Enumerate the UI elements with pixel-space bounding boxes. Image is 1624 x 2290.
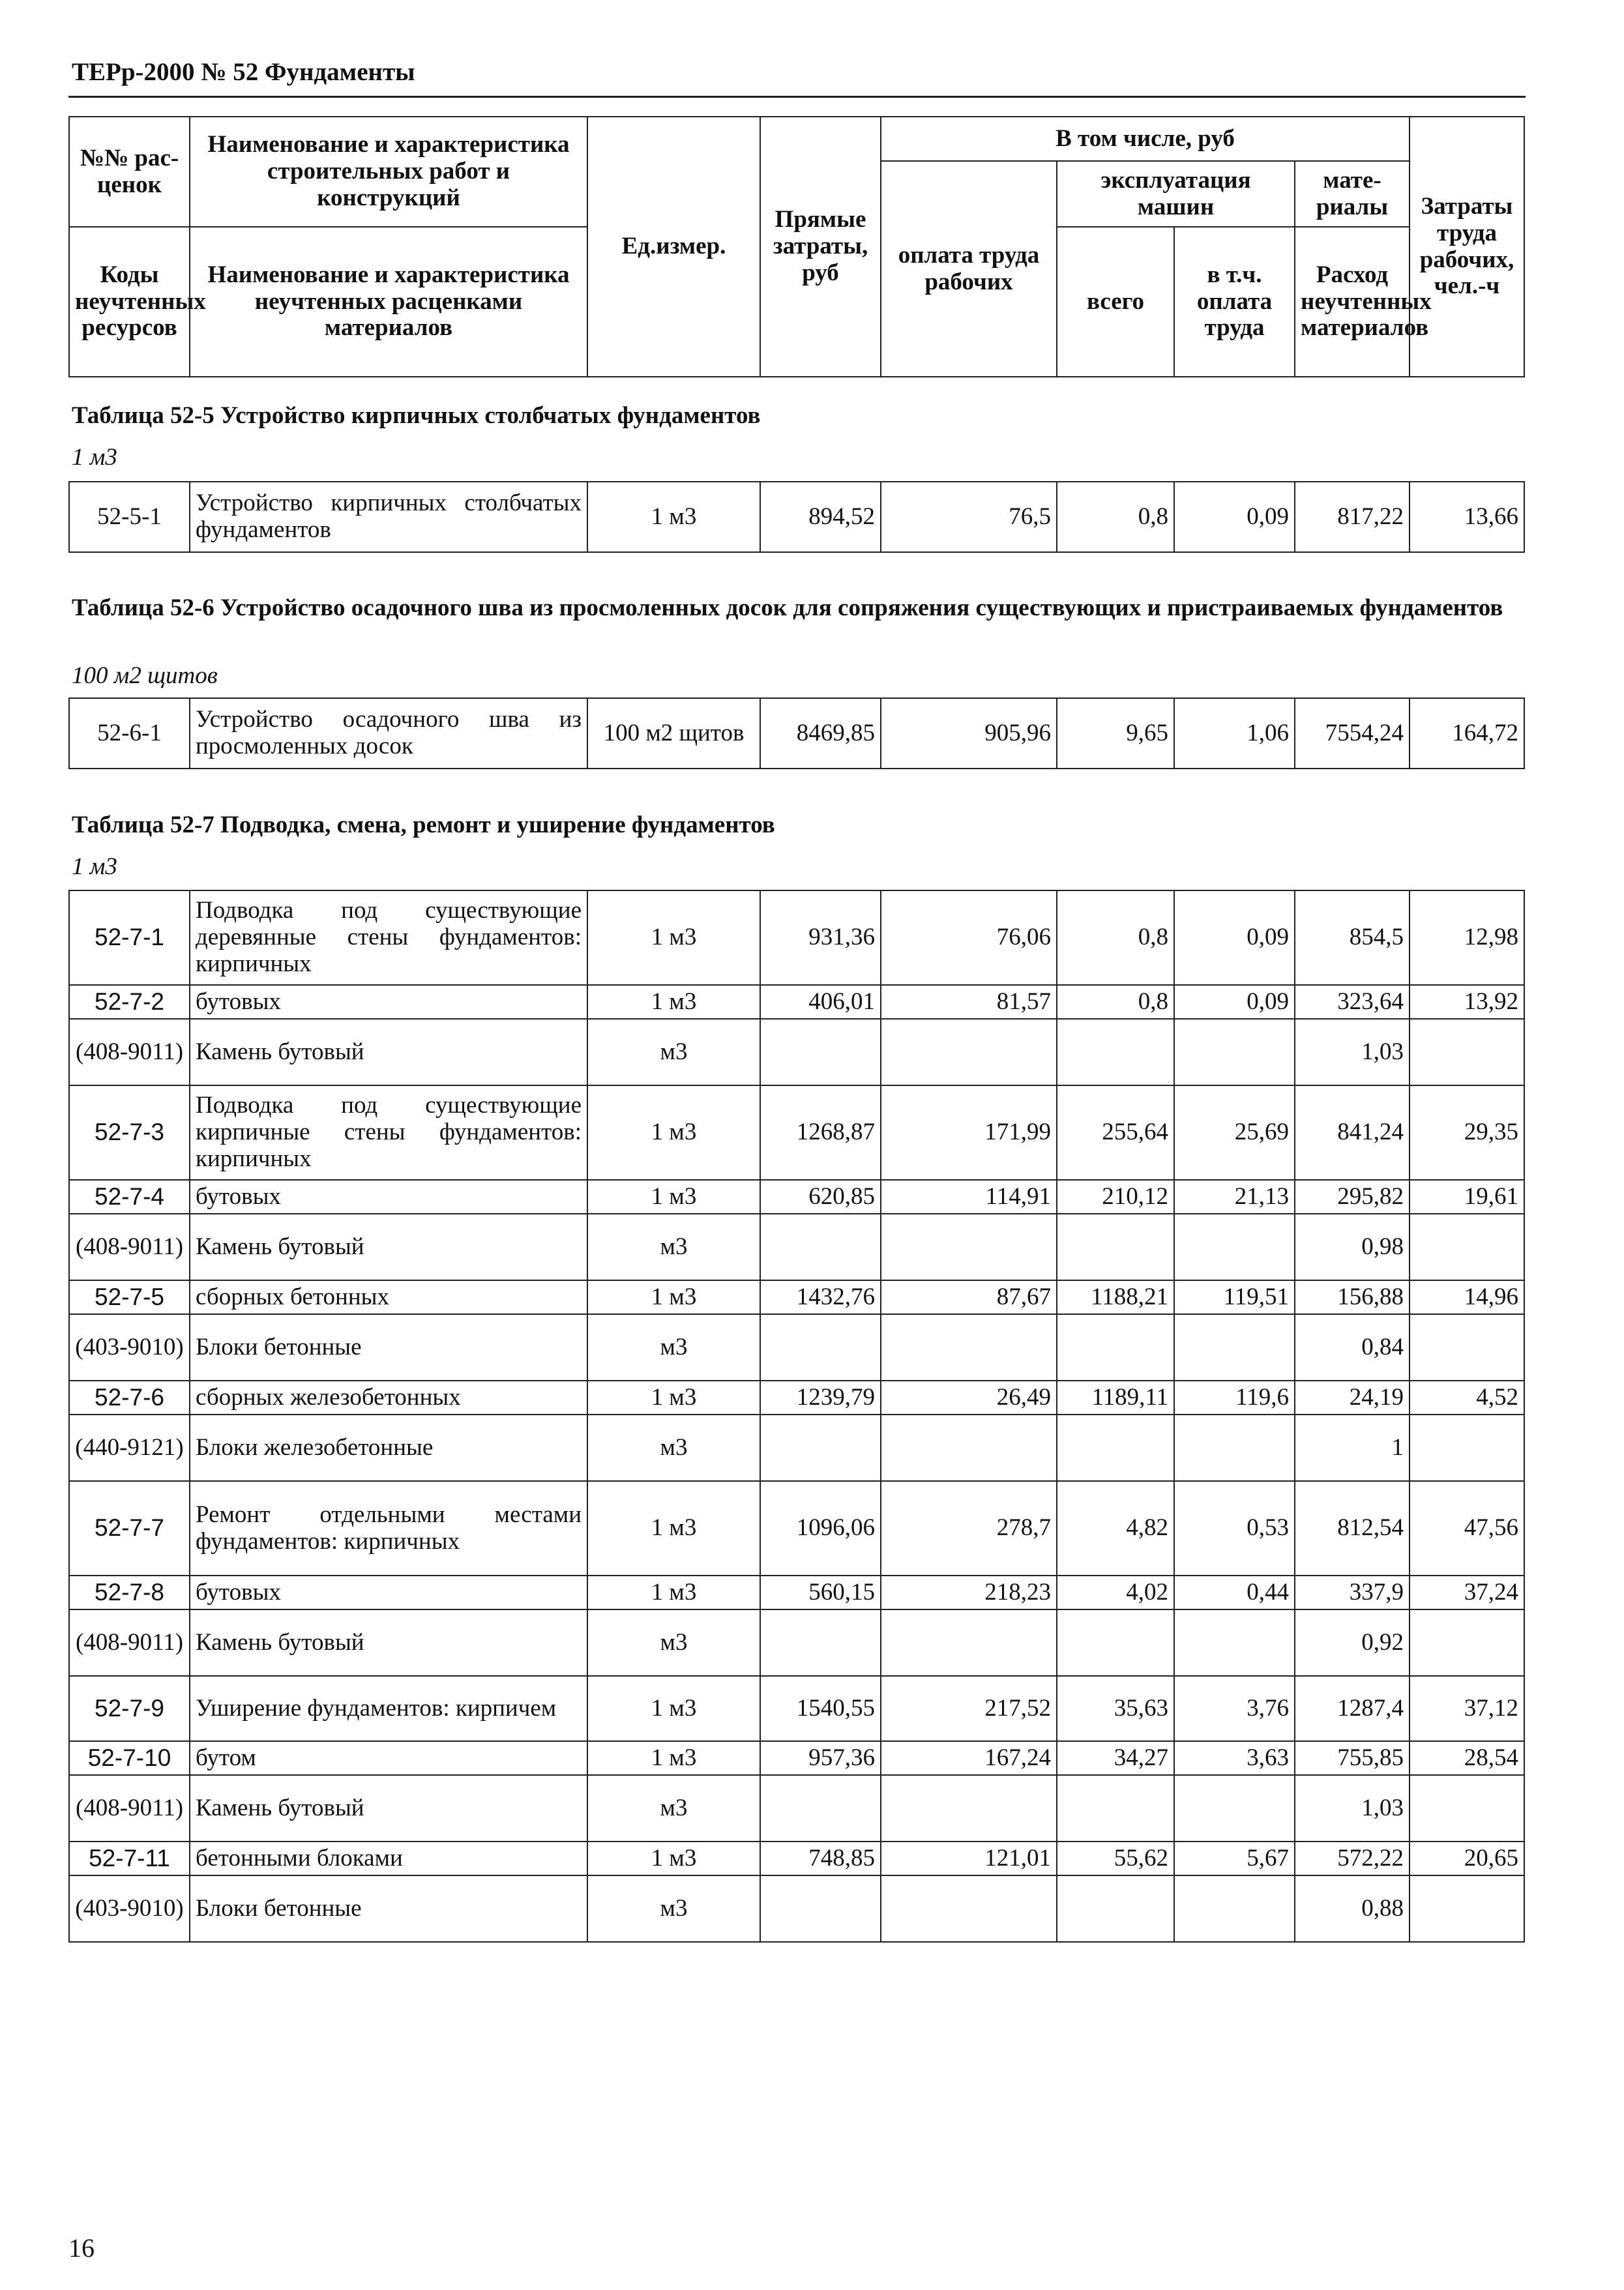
wages: 114,91 bbox=[881, 1180, 1057, 1214]
labor: 13,92 bbox=[1410, 985, 1524, 1019]
rate-code: 52-7-6 bbox=[69, 1381, 190, 1415]
work-name: бутом bbox=[190, 1741, 587, 1775]
table-unit: 1 м3 bbox=[72, 444, 117, 471]
machinery-wages: 0,09 bbox=[1174, 985, 1295, 1019]
table-row bbox=[69, 1576, 1524, 1609]
resource-name: Камень бутовый bbox=[190, 1019, 587, 1085]
materials: 7554,24 bbox=[1295, 698, 1410, 769]
machinery-total: 35,63 bbox=[1057, 1676, 1174, 1741]
materials: 841,24 bbox=[1295, 1085, 1410, 1180]
resource-quantity: 0,88 bbox=[1295, 1875, 1410, 1942]
rate-code: 52-7-5 bbox=[69, 1280, 190, 1314]
empty-cell bbox=[1410, 1214, 1524, 1280]
machinery-wages: 0,09 bbox=[1174, 482, 1295, 552]
empty-cell bbox=[1057, 1875, 1174, 1942]
empty-cell bbox=[1410, 1775, 1524, 1842]
resource-unit: м3 bbox=[587, 1019, 760, 1085]
resource-code: (408-9011) bbox=[69, 1775, 190, 1842]
direct-cost: 1096,06 bbox=[760, 1481, 881, 1576]
labor: 19,61 bbox=[1410, 1180, 1524, 1214]
unit-cell: 100 м2 щитов bbox=[587, 698, 760, 769]
header-work-name: Наименование и характеристика строительных работ и конструкций bbox=[190, 117, 587, 227]
resource-quantity: 1 bbox=[1295, 1415, 1410, 1481]
data-table bbox=[68, 697, 1525, 769]
empty-cell bbox=[881, 1415, 1057, 1481]
direct-cost: 1239,79 bbox=[760, 1381, 881, 1415]
labor: 4,52 bbox=[1410, 1381, 1524, 1415]
rate-code: 52-7-2 bbox=[69, 985, 190, 1019]
page-title: ТЕРр-2000 № 52 Фундаменты bbox=[72, 58, 415, 86]
resource-unit: м3 bbox=[587, 1415, 760, 1481]
header-machinery-total: всего bbox=[1057, 227, 1174, 377]
resource-code: (408-9011) bbox=[69, 1019, 190, 1085]
resource-code: (408-9011) bbox=[69, 1609, 190, 1676]
resource-code: (408-9011) bbox=[69, 1214, 190, 1280]
machinery-total: 210,12 bbox=[1057, 1180, 1174, 1214]
table-title: Таблица 52-7 Подводка, смена, ремонт и уширение фундаментов bbox=[72, 812, 775, 838]
materials: 24,19 bbox=[1295, 1381, 1410, 1415]
resource-row bbox=[69, 1214, 1524, 1280]
table-unit: 1 м3 bbox=[72, 853, 117, 880]
machinery-total: 34,27 bbox=[1057, 1741, 1174, 1775]
table-row bbox=[69, 698, 1524, 769]
machinery-wages: 0,44 bbox=[1174, 1576, 1295, 1609]
empty-cell bbox=[1057, 1415, 1174, 1481]
wages: 217,52 bbox=[881, 1676, 1057, 1741]
empty-cell bbox=[1057, 1609, 1174, 1676]
resource-row bbox=[69, 1019, 1524, 1085]
work-name: Подводка под существующие кирпичные стены фундаментов: кирпичных bbox=[190, 1085, 587, 1180]
labor: 37,24 bbox=[1410, 1576, 1524, 1609]
table-row bbox=[69, 1280, 1524, 1314]
wages: 26,49 bbox=[881, 1381, 1057, 1415]
work-name: Уширение фундаментов: кирпичем bbox=[190, 1676, 587, 1741]
empty-cell bbox=[1174, 1609, 1295, 1676]
unit-cell: 1 м3 bbox=[587, 1676, 760, 1741]
labor: 164,72 bbox=[1410, 698, 1524, 769]
materials: 812,54 bbox=[1295, 1481, 1410, 1576]
empty-cell bbox=[760, 1609, 881, 1676]
machinery-total: 4,82 bbox=[1057, 1481, 1174, 1576]
wages: 278,7 bbox=[881, 1481, 1057, 1576]
empty-cell bbox=[760, 1214, 881, 1280]
resource-name: Камень бутовый bbox=[190, 1775, 587, 1842]
machinery-wages: 1,06 bbox=[1174, 698, 1295, 769]
wages: 218,23 bbox=[881, 1576, 1057, 1609]
wages: 87,67 bbox=[881, 1280, 1057, 1314]
unit-cell: 1 м3 bbox=[587, 482, 760, 552]
materials: 755,85 bbox=[1295, 1741, 1410, 1775]
unit-cell: 1 м3 bbox=[587, 1576, 760, 1609]
direct-cost: 1268,87 bbox=[760, 1085, 881, 1180]
resource-unit: м3 bbox=[587, 1214, 760, 1280]
empty-cell bbox=[881, 1875, 1057, 1942]
resource-row bbox=[69, 1609, 1524, 1676]
materials: 854,5 bbox=[1295, 890, 1410, 985]
direct-cost: 894,52 bbox=[760, 482, 881, 552]
table-row bbox=[69, 1085, 1524, 1180]
empty-cell bbox=[1410, 1609, 1524, 1676]
resource-name: Блоки бетонные bbox=[190, 1314, 587, 1381]
resource-row bbox=[69, 1314, 1524, 1381]
table-row bbox=[69, 1381, 1524, 1415]
unit-cell: 1 м3 bbox=[587, 1381, 760, 1415]
header-labor: Затраты труда рабочих, чел.-ч bbox=[1410, 117, 1524, 377]
table-row bbox=[69, 1180, 1524, 1214]
wages: 76,5 bbox=[881, 482, 1057, 552]
table-row bbox=[69, 1741, 1524, 1775]
empty-cell bbox=[760, 1019, 881, 1085]
unit-cell: 1 м3 bbox=[587, 1085, 760, 1180]
materials: 337,9 bbox=[1295, 1576, 1410, 1609]
direct-cost: 748,85 bbox=[760, 1842, 881, 1875]
machinery-total: 4,02 bbox=[1057, 1576, 1174, 1609]
materials: 295,82 bbox=[1295, 1180, 1410, 1214]
labor: 47,56 bbox=[1410, 1481, 1524, 1576]
machinery-total: 1188,21 bbox=[1057, 1280, 1174, 1314]
direct-cost: 560,15 bbox=[760, 1576, 881, 1609]
machinery-wages: 21,13 bbox=[1174, 1180, 1295, 1214]
materials: 323,64 bbox=[1295, 985, 1410, 1019]
header-rate-no: №№ рас-ценок bbox=[69, 117, 190, 227]
empty-cell bbox=[760, 1875, 881, 1942]
rate-code: 52-7-9 bbox=[69, 1676, 190, 1741]
work-name: Устройство кирпичных столбчатых фундаментов bbox=[190, 482, 587, 552]
machinery-wages: 3,63 bbox=[1174, 1741, 1295, 1775]
machinery-wages: 119,6 bbox=[1174, 1381, 1295, 1415]
resource-quantity: 0,84 bbox=[1295, 1314, 1410, 1381]
page-number: 16 bbox=[68, 2233, 95, 2263]
empty-cell bbox=[1174, 1875, 1295, 1942]
table-row bbox=[69, 1842, 1524, 1875]
empty-cell bbox=[1410, 1314, 1524, 1381]
header-machinery: эксплуатация машин bbox=[1057, 161, 1295, 227]
work-name: Устройство осадочного шва из просмоленных досок bbox=[190, 698, 587, 769]
empty-cell bbox=[1410, 1019, 1524, 1085]
rate-code: 52-7-7 bbox=[69, 1481, 190, 1576]
header-codes: Коды неучтенных ресурсов bbox=[69, 227, 190, 377]
table-row bbox=[69, 1481, 1524, 1576]
empty-cell bbox=[1057, 1019, 1174, 1085]
empty-cell bbox=[1174, 1415, 1295, 1481]
machinery-total: 0,8 bbox=[1057, 890, 1174, 985]
machinery-wages: 25,69 bbox=[1174, 1085, 1295, 1180]
empty-cell bbox=[1057, 1775, 1174, 1842]
table-title: Таблица 52-5 Устройство кирпичных столбчатых фундаментов bbox=[72, 402, 761, 429]
header-unit: Ед.измер. bbox=[587, 117, 760, 377]
rate-code: 52-5-1 bbox=[69, 482, 190, 552]
labor: 28,54 bbox=[1410, 1741, 1524, 1775]
empty-cell bbox=[881, 1214, 1057, 1280]
direct-cost: 620,85 bbox=[760, 1180, 881, 1214]
resource-quantity: 1,03 bbox=[1295, 1019, 1410, 1085]
direct-cost: 8469,85 bbox=[760, 698, 881, 769]
machinery-wages: 0,53 bbox=[1174, 1481, 1295, 1576]
direct-cost: 957,36 bbox=[760, 1741, 881, 1775]
empty-cell bbox=[881, 1019, 1057, 1085]
header-machinery-wages: в т.ч. оплата труда bbox=[1174, 227, 1295, 377]
empty-cell bbox=[1057, 1314, 1174, 1381]
empty-cell bbox=[881, 1775, 1057, 1842]
data-table bbox=[68, 481, 1525, 553]
direct-cost: 406,01 bbox=[760, 985, 881, 1019]
wages: 905,96 bbox=[881, 698, 1057, 769]
resource-quantity: 0,98 bbox=[1295, 1214, 1410, 1280]
column-header-table bbox=[68, 116, 1525, 377]
table-unit: 100 м2 щитов bbox=[72, 662, 218, 689]
labor: 37,12 bbox=[1410, 1676, 1524, 1741]
header-wages: оплата труда рабочих bbox=[881, 161, 1057, 377]
empty-cell bbox=[1057, 1214, 1174, 1280]
empty-cell bbox=[881, 1314, 1057, 1381]
empty-cell bbox=[760, 1415, 881, 1481]
materials: 817,22 bbox=[1295, 482, 1410, 552]
table-row bbox=[69, 890, 1524, 985]
machinery-total: 255,64 bbox=[1057, 1085, 1174, 1180]
labor: 20,65 bbox=[1410, 1842, 1524, 1875]
materials: 572,22 bbox=[1295, 1842, 1410, 1875]
resource-name: Блоки бетонные bbox=[190, 1875, 587, 1942]
header-including: В том числе, руб bbox=[881, 117, 1410, 161]
unit-cell: 1 м3 bbox=[587, 1842, 760, 1875]
empty-cell bbox=[1174, 1314, 1295, 1381]
wages: 171,99 bbox=[881, 1085, 1057, 1180]
wages: 81,57 bbox=[881, 985, 1057, 1019]
resource-name: Блоки железобетонные bbox=[190, 1415, 587, 1481]
rate-code: 52-7-10 bbox=[69, 1741, 190, 1775]
resource-code: (403-9010) bbox=[69, 1314, 190, 1381]
unit-cell: 1 м3 bbox=[587, 1741, 760, 1775]
labor: 13,66 bbox=[1410, 482, 1524, 552]
work-name: сборных бетонных bbox=[190, 1280, 587, 1314]
work-name: бетонными блоками bbox=[190, 1842, 587, 1875]
empty-cell bbox=[1174, 1775, 1295, 1842]
empty-cell bbox=[1410, 1875, 1524, 1942]
wages: 76,06 bbox=[881, 890, 1057, 985]
labor: 14,96 bbox=[1410, 1280, 1524, 1314]
header-material-usage: Расход неучтенных материалов bbox=[1295, 227, 1410, 377]
resource-unit: м3 bbox=[587, 1875, 760, 1942]
wages: 167,24 bbox=[881, 1741, 1057, 1775]
rate-code: 52-6-1 bbox=[69, 698, 190, 769]
machinery-total: 1189,11 bbox=[1057, 1381, 1174, 1415]
machinery-wages: 3,76 bbox=[1174, 1676, 1295, 1741]
unit-cell: 1 м3 bbox=[587, 1180, 760, 1214]
resource-row bbox=[69, 1775, 1524, 1842]
header-direct-costs: Прямые затраты, руб bbox=[760, 117, 881, 377]
resource-unit: м3 bbox=[587, 1314, 760, 1381]
table-row bbox=[69, 1676, 1524, 1741]
resource-quantity: 0,92 bbox=[1295, 1609, 1410, 1676]
machinery-wages: 119,51 bbox=[1174, 1280, 1295, 1314]
labor: 12,98 bbox=[1410, 890, 1524, 985]
work-name: Подводка под существующие деревянные стены фундаментов: кирпичных bbox=[190, 890, 587, 985]
direct-cost: 931,36 bbox=[760, 890, 881, 985]
empty-cell bbox=[881, 1609, 1057, 1676]
resource-name: Камень бутовый bbox=[190, 1609, 587, 1676]
machinery-total: 9,65 bbox=[1057, 698, 1174, 769]
resource-unit: м3 bbox=[587, 1609, 760, 1676]
resource-row bbox=[69, 1875, 1524, 1942]
unit-cell: 1 м3 bbox=[587, 890, 760, 985]
work-name: бутовых bbox=[190, 1576, 587, 1609]
machinery-total: 0,8 bbox=[1057, 482, 1174, 552]
empty-cell bbox=[760, 1775, 881, 1842]
unit-cell: 1 м3 bbox=[587, 1481, 760, 1576]
rate-code: 52-7-3 bbox=[69, 1085, 190, 1180]
materials: 156,88 bbox=[1295, 1280, 1410, 1314]
labor: 29,35 bbox=[1410, 1085, 1524, 1180]
machinery-total: 0,8 bbox=[1057, 985, 1174, 1019]
work-name: бутовых bbox=[190, 985, 587, 1019]
empty-cell bbox=[1174, 1214, 1295, 1280]
machinery-wages: 0,09 bbox=[1174, 890, 1295, 985]
header-divider bbox=[68, 96, 1526, 98]
rate-code: 52-7-1 bbox=[69, 890, 190, 985]
work-name: бутовых bbox=[190, 1180, 587, 1214]
resource-row bbox=[69, 1415, 1524, 1481]
table-title: Таблица 52-6 Устройство осадочного шва из просмоленных досок для сопряжения существующих и пристраиваемых фундаментов bbox=[72, 595, 1503, 621]
resource-name: Камень бутовый bbox=[190, 1214, 587, 1280]
empty-cell bbox=[1410, 1415, 1524, 1481]
rate-code: 52-7-8 bbox=[69, 1576, 190, 1609]
resource-code: (440-9121) bbox=[69, 1415, 190, 1481]
direct-cost: 1432,76 bbox=[760, 1280, 881, 1314]
unit-cell: 1 м3 bbox=[587, 1280, 760, 1314]
header-materials: мате-риалы bbox=[1295, 161, 1410, 227]
empty-cell bbox=[760, 1314, 881, 1381]
unit-cell: 1 м3 bbox=[587, 985, 760, 1019]
rate-code: 52-7-11 bbox=[69, 1842, 190, 1875]
rate-code: 52-7-4 bbox=[69, 1180, 190, 1214]
resource-unit: м3 bbox=[587, 1775, 760, 1842]
header-material-name: Наименование и характеристика неучтенных расценками материалов bbox=[190, 227, 587, 377]
table-row bbox=[69, 482, 1524, 552]
machinery-wages: 5,67 bbox=[1174, 1842, 1295, 1875]
table-row bbox=[69, 985, 1524, 1019]
empty-cell bbox=[1174, 1019, 1295, 1085]
work-name: Ремонт отдельными местами фундаментов: кирпичных bbox=[190, 1481, 587, 1576]
resource-quantity: 1,03 bbox=[1295, 1775, 1410, 1842]
data-table bbox=[68, 890, 1525, 1943]
direct-cost: 1540,55 bbox=[760, 1676, 881, 1741]
work-name: сборных железобетонных bbox=[190, 1381, 587, 1415]
resource-code: (403-9010) bbox=[69, 1875, 190, 1942]
wages: 121,01 bbox=[881, 1842, 1057, 1875]
machinery-total: 55,62 bbox=[1057, 1842, 1174, 1875]
materials: 1287,4 bbox=[1295, 1676, 1410, 1741]
